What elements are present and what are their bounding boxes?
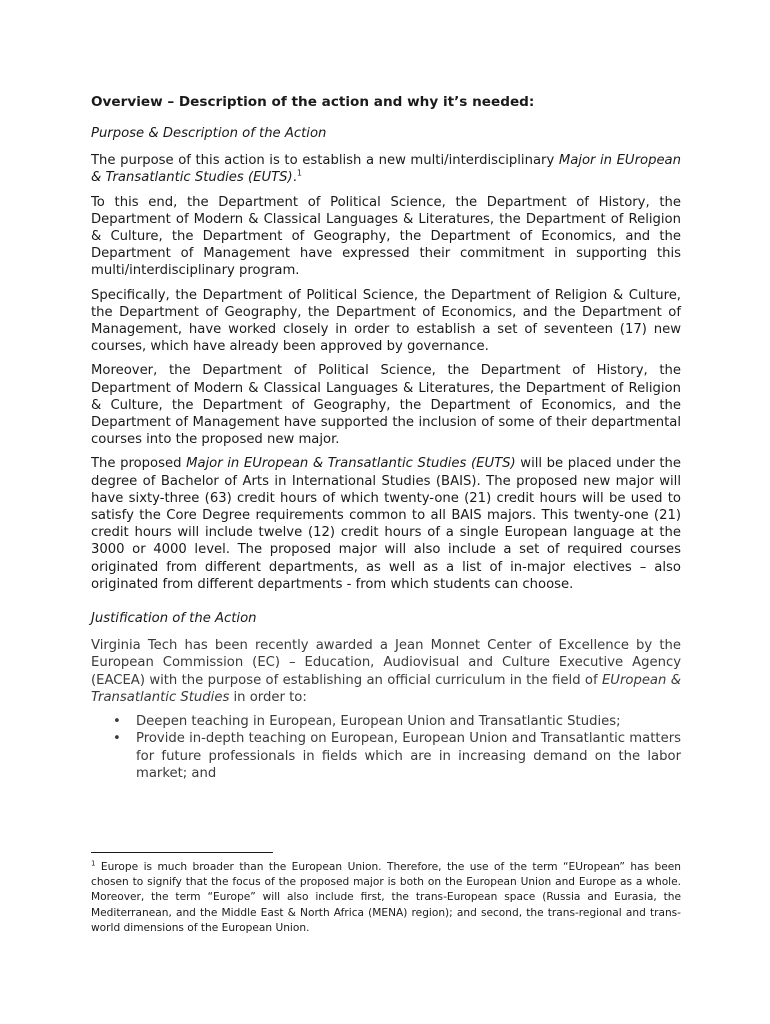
footnote-divider <box>91 852 273 853</box>
bullet-icon: • <box>113 714 121 730</box>
justification-text-end: in order to: <box>229 689 307 705</box>
justification-bullet-list <box>91 713 681 782</box>
footnote <box>91 860 681 936</box>
purpose-paragraph-3: Specifically, the Department of Political Science, the Department of Religion & Culture, the Department of Geography, the Department of Economics, and the Department of Management, have worked closely in order to establish a set of seventeen (17) new courses, which have already been approved by governance. <box>91 287 681 355</box>
purpose-paragraph-1 <box>91 152 681 186</box>
footnote-reference[interactable]: 1 <box>296 169 302 179</box>
bullet-icon: • <box>113 731 121 747</box>
purpose-p1-period: . <box>292 170 297 186</box>
euts-major-title: Major in EUropean & Transatlantic Studies (EUTS) <box>91 153 681 186</box>
list-item-text: Deepen teaching in European, European Union and Transatlantic Studies; <box>136 714 621 730</box>
list-item-text: Provide in-depth teaching on European, European Union and Transatlantic matters for future professionals in fields which are in increasing demand on the labor market; and <box>136 731 681 781</box>
footnote-marker: 1 <box>91 859 96 868</box>
justification-text: Virginia Tech has been recently awarded a Jean Monnet Center of Excellence by the European Commission (EC) – Education, Audiovisual and Culture Executive Agency (EACEA) with the purpose of establishing an official curriculum in the field of <box>91 638 681 688</box>
purpose-paragraph-2: To this end, the Department of Political Science, the Department of History, the Department of Modern & Classical Languages & Literatures, the Department of Religion & Culture, the Department of Geography, the Department of Economics, and the Department of Management have expressed their commitment in supporting this multi/interdisciplinary program. <box>91 194 681 279</box>
purpose-p5-lead: The proposed <box>91 456 187 472</box>
purpose-p5-text: will be placed under the degree of Bachelor of Arts in International Studies (BAIS). The proposed new major will have sixty-three (63) credit hours of which twenty-one (21) credit hours will be used to satisfy the Core Degree requirements common to all BAIS majors. This twenty-one (21) credit hours will include twelve (12) credit hours of a single European language at the 3000 or 4000 level. The proposed major will also include a set of required courses originated from different departments, as well as a list of in-major electives – also originated from different departments - from which students can choose. <box>91 456 681 592</box>
purpose-p1-text: The purpose of this action is to establish a new multi/interdisciplinary <box>91 153 559 169</box>
purpose-subheading: Purpose & Description of the Action <box>91 126 327 141</box>
justification-subheading: Justification of the Action <box>91 611 257 627</box>
list-item <box>91 713 681 730</box>
justification-paragraph <box>91 637 681 706</box>
purpose-paragraph-4: Moreover, the Department of Political Science, the Department of History, the Department of Modern & Classical Languages & Literatures, the Department of Religion & Culture, the Department of Geography, the Department of Economics, and the Department of Management have supported the inclusion of some of their departmental courses into the proposed new major. <box>91 363 681 448</box>
document-body <box>91 94 681 782</box>
section-heading: Overview – Description of the action and why it’s needed: <box>91 94 535 110</box>
purpose-paragraph-5 <box>91 455 681 593</box>
euts-major-title: Major in EUropean & Transatlantic Studies (EUTS) <box>186 456 516 472</box>
list-item <box>91 730 681 782</box>
footnote-text: Europe is much broader than the European Union. Therefore, the use of the term “EUropean” has been chosen to signify that the focus of the proposed major is both on the European Union and Europe as a whole. Moreover, the term “Europe” will also include first, the trans-European space (Russia and Eurasia, the Mediterranean, and the Middle East & North Africa (MENA) region); and second, the trans-regional and trans-world dimensions of the European Union. <box>91 861 681 934</box>
euts-field-title: EUropean & Transatlantic Studies <box>91 672 681 705</box>
